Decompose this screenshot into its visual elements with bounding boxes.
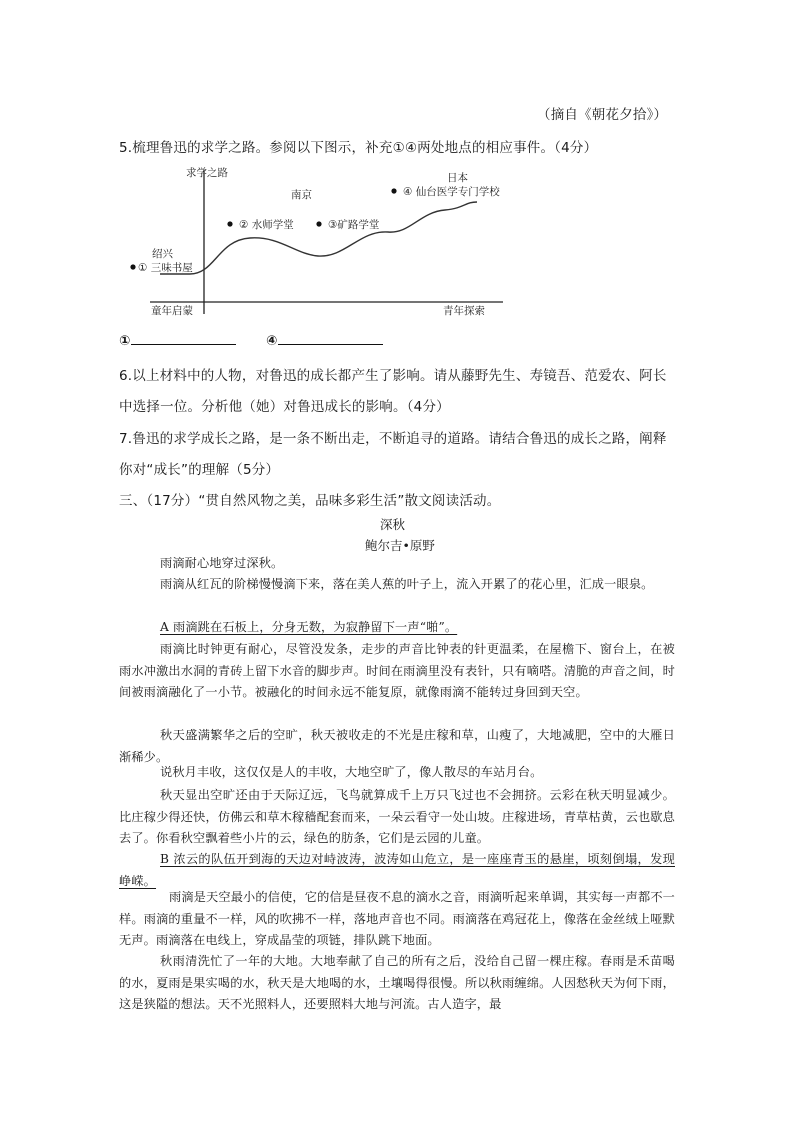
paragraph-9: 雨滴是天空最小的信使，它的信是昼夜不息的滴水之音，雨滴听起来单调，其实每一声都不一样。雨滴的重量不一样，风的吹拂不一样，落地声音也不同。雨滴落在鸡冠花上，像落在金丝绒上哑默无声。雨滴落在电线上，穿成晶莹的项链，排队跳下地面。 — [119, 890, 675, 947]
question-5: 5.梳理鲁迅的求学之路。参阅以下图示，补充①④两处地点的相应事件。（4分） — [119, 140, 598, 156]
essay-title: 深秋 — [380, 517, 406, 532]
paragraph-7: 秋天显出空旷还由于天际辽远，飞鸟就算成千上万只飞过也不会拥挤。云彩在秋天明显减少。比庄稼少得还快，仿佛云和草木稼穑配套而来，一朵云看守一处山坡。庄稼进场，青草枯黄，云也歇息去了。你看秋空飘着些小片的云，绿色的肪条，它们是云园的儿童。 — [119, 788, 675, 845]
underlined-sentence-a: A 雨滴跳在石板上，分身无数，为寂静留下一声“啪”。 — [160, 620, 458, 634]
source-note: （摘自《朝花夕拾》） — [537, 107, 668, 123]
question-7-line-1: 7.鲁迅的求学成长之路，是一条不断出走，不断追寻的道路。请结合鲁迅的成长之路，阐释 — [119, 431, 667, 447]
x-axis-end-label: 青年探索 — [443, 305, 485, 317]
paragraph-3-A — [119, 617, 675, 639]
city-nanjing: 南京 — [291, 189, 312, 201]
place-2: ② 水师学堂 — [239, 219, 294, 231]
section-3-heading: 三、（17分）“贯自然风物之美，品味多彩生活”散文阅读活动。 — [119, 493, 501, 509]
dot-2 — [227, 221, 232, 226]
place-3: ③矿路学堂 — [328, 219, 380, 231]
paragraph-5: 秋天盛满繁华之后的空旷，秋天被收走的不光是庄稼和草，山瘦了，大地减肥，空中的大雁日渐稀少。 — [119, 728, 675, 764]
essay-author: 鲍尔吉•原野 — [365, 538, 435, 553]
blank-1-line[interactable] — [131, 332, 236, 345]
paragraph-10: 秋雨清洗忙了一年的大地。大地奉献了自己的所有之后，没给自己留一棵庄稼。春雨是禾苗喝的水，夏雨是果实喝的水，秋天是大地喝的水，土壤喝得很慢。所以秋雨缠绵。人因愁秋天为何下雨，这是狭隘的想法。天不光照料人，还要照料大地与河流。古人造字，最 — [119, 954, 675, 1011]
study-path-diagram — [120, 162, 510, 322]
blank-4-line[interactable] — [278, 332, 383, 345]
blank-1-label: ① — [119, 333, 131, 349]
question-6-line-1: 6.以上材料中的人物，对鲁迅的成长都产生了影响。请从藤野先生、寿镜吾、范爱农、阿长 — [119, 368, 667, 384]
answer-blank-4[interactable] — [266, 332, 383, 349]
dot-4 — [391, 188, 396, 193]
blank-4-label: ④ — [266, 333, 278, 349]
question-6-line-2: 中选择一位。分析他（她）对鲁迅成长的影响。（4分） — [119, 399, 450, 415]
paragraph-6: 说秋月丰收，这仅仅是人的丰收，大地空旷了，像人散尽的车站月台。 — [160, 765, 543, 779]
place-1: ① 三味书屋 — [138, 262, 193, 274]
paragraph-8-B — [119, 849, 675, 892]
dot-3 — [316, 221, 321, 226]
paragraph-1: 雨滴耐心地穿过深秋。 — [160, 556, 284, 570]
answer-blank-1[interactable] — [119, 332, 236, 349]
paragraph-4: 雨滴比时钟更有耐心，尽管没发条，走步的声音比钟表的针更温柔，在屋檐下、窗台上，在被雨水冲激出水洞的青砖上留下水音的脚步声。时间在雨滴里没有表针，只有嘀嗒。清脆的声音之间，时间被雨滴融化了一小节。被融化的时间永远不能复原，就像雨滴不能转过身回到天空。 — [119, 642, 675, 699]
y-axis-label: 求学之路 — [186, 167, 228, 179]
study-path-curve — [160, 202, 477, 274]
paragraph-2: 雨滴从红瓦的阶梯慢慢滴下来，落在美人蕉的叶子上，流入开累了的花心里，汇成一眼泉。 — [160, 577, 654, 591]
question-7-line-2: 你对“成长”的理解（5分） — [119, 462, 280, 478]
x-axis-start-label: 童年启蒙 — [151, 305, 193, 317]
city-shaoxing: 绍兴 — [152, 248, 173, 260]
place-4: ④ 仙台医学专门学校 — [403, 186, 500, 198]
underlined-sentence-b: B 浓云的队伍开到海的天边对峙波涛，波涛如山危立，是一座座青玉的悬崖，顷刻倒塌，发现峥嵘。 — [119, 852, 675, 888]
city-japan: 日本 — [447, 172, 468, 184]
dot-1 — [130, 264, 135, 269]
